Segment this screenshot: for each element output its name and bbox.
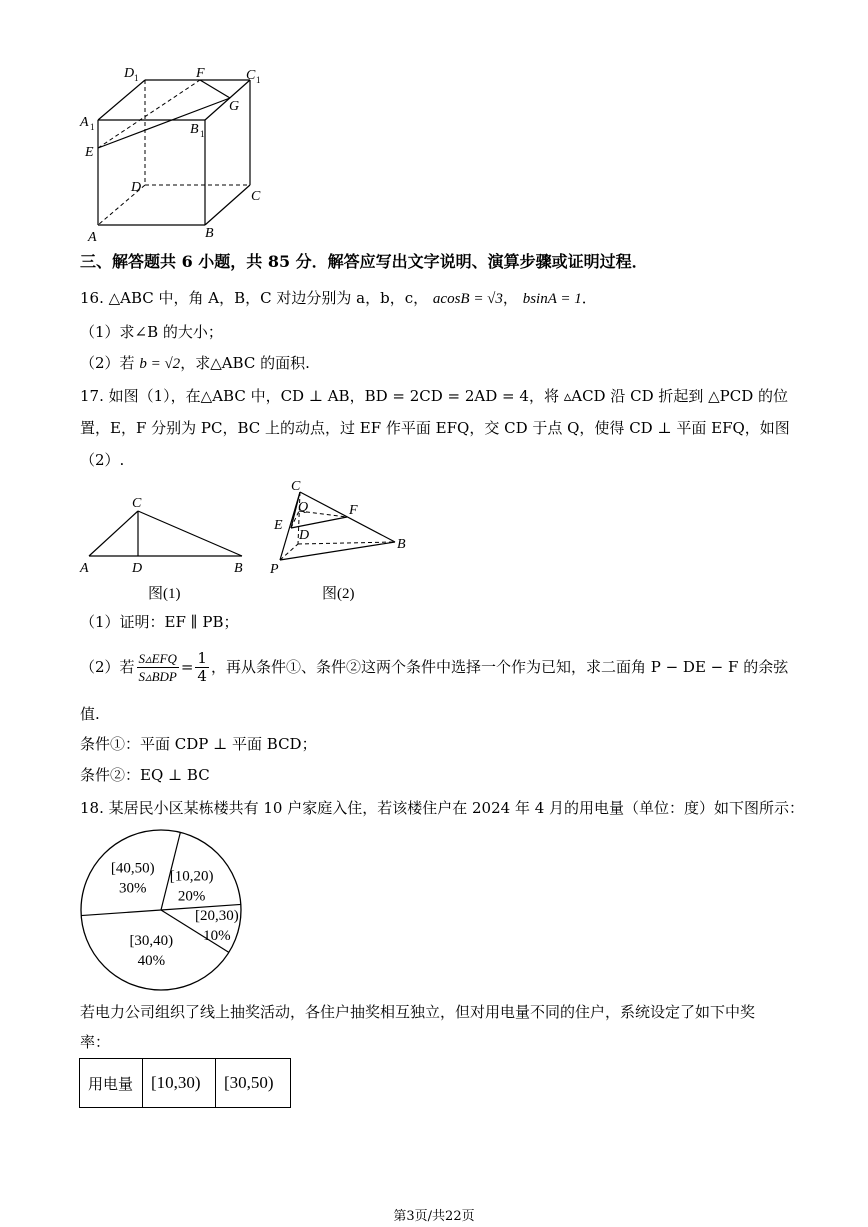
q17-part2-end: 值. bbox=[80, 705, 100, 723]
q17-p2-b: ，再从条件①、条件②这两个条件中选择一个作为已知，求二面角 P − DE − F 的余弦 bbox=[210, 658, 789, 676]
pie-category-label: [40,50) bbox=[110, 860, 155, 877]
q16-eq2: bsinA = 1 bbox=[522, 291, 582, 307]
q17-condition1: 条件①：平面 CDP ⊥ 平面 BCD； bbox=[80, 735, 317, 753]
q17-figure1 bbox=[70, 490, 260, 605]
q16-sep: ， bbox=[502, 289, 518, 307]
q18-line3: 率： bbox=[80, 1033, 111, 1051]
frac-equals: = bbox=[180, 658, 194, 676]
q17-line1: 17. 如图（1），在△ABC 中，CD ⊥ AB，BD = 2CD = 2AD = 4，将 ▵ACD 沿 CD 折起到 △PCD 的位 bbox=[80, 387, 789, 405]
sub-1: 1 bbox=[200, 129, 205, 139]
frac-numerator: S▵EFQ bbox=[138, 650, 177, 666]
sub-1: 1 bbox=[134, 73, 139, 83]
pie-category-label: [30,40) bbox=[129, 932, 174, 949]
label-F: F bbox=[196, 66, 205, 81]
q16-eq1: acosB = √3 bbox=[432, 291, 503, 307]
q17-line3: （2）. bbox=[80, 451, 125, 469]
area-ratio-fraction bbox=[137, 650, 179, 685]
fig2-label-E: E bbox=[274, 518, 283, 533]
q16-p2-a: （2）若 bbox=[80, 354, 135, 372]
fig2-label-Q: Q bbox=[298, 500, 309, 515]
pie-percent-label: 40% bbox=[137, 952, 166, 969]
q16-p2-b: ，求△ABC 的面积. bbox=[180, 354, 310, 372]
q16-part1: （1）求∠B 的大小； bbox=[80, 323, 223, 341]
table-cell-range1: [10,30) bbox=[143, 1059, 216, 1108]
value-denominator: 4 bbox=[197, 666, 207, 685]
label-E: E bbox=[85, 145, 94, 160]
fig1-label-B: B bbox=[234, 561, 243, 576]
pie-slice-boundary bbox=[81, 910, 161, 916]
pie-percent-label: 30% bbox=[118, 880, 147, 897]
label-D1: D bbox=[124, 66, 135, 81]
fig1-caption: 图(1) bbox=[148, 586, 181, 602]
fig2-label-B: B bbox=[397, 537, 406, 552]
label-D: D bbox=[131, 180, 142, 195]
pie-category-label: [10,20) bbox=[169, 868, 214, 885]
sub-1: 1 bbox=[256, 75, 261, 85]
q16-part2 bbox=[80, 353, 310, 374]
page-footer: 第3页/共22页 bbox=[393, 1209, 475, 1224]
section-heading: 三、解答题共 6 小题，共 85 分．解答应写出文字说明、演算步骤或证明过程． bbox=[80, 252, 648, 271]
fig1-label-C: C bbox=[132, 496, 142, 511]
q17-figure2 bbox=[265, 478, 425, 608]
table-cell-range2: [30,50) bbox=[216, 1059, 291, 1108]
ratio-value-fraction bbox=[195, 650, 209, 685]
sub-1: 1 bbox=[90, 122, 95, 132]
label-B1: B bbox=[190, 122, 199, 137]
label-G: G bbox=[229, 99, 240, 114]
label-B: B bbox=[205, 226, 214, 241]
pie-percent-label: 10% bbox=[203, 927, 231, 944]
pie-category-label: [20,30) bbox=[195, 907, 239, 924]
q17-condition2: 条件②：EQ ⊥ BC bbox=[80, 766, 210, 784]
q17-part1: （1）证明：EF ∥ PB； bbox=[80, 613, 239, 631]
pie-chart bbox=[76, 828, 248, 1000]
q17-part2 bbox=[80, 645, 788, 689]
q16-stem bbox=[80, 288, 597, 309]
q16-text: 16. △ABC 中，角 A，B，C 对边分别为 a，b，c， bbox=[80, 289, 429, 307]
pie-percent-label: 20% bbox=[177, 888, 206, 905]
table-header-cell: 用电量 bbox=[80, 1059, 143, 1108]
label-C: C bbox=[251, 189, 261, 204]
q17-p2-a: （2）若 bbox=[80, 658, 135, 676]
fig1-label-D: D bbox=[132, 561, 143, 576]
q17-line2: 置，E，F 分别为 PC，BC 上的动点，过 EF 作平面 EFQ，交 CD 于点 Q，使得 CD ⊥ 平面 EFQ，如图 bbox=[80, 419, 790, 437]
fig2-caption: 图(2) bbox=[322, 586, 355, 602]
value-numerator: 1 bbox=[197, 648, 207, 667]
fig2-label-P: P bbox=[270, 562, 279, 577]
label-C1: C bbox=[246, 68, 256, 83]
fig1-label-A: A bbox=[80, 561, 89, 576]
frac-denominator: S▵BDP bbox=[138, 668, 177, 684]
cube-figure bbox=[70, 60, 280, 245]
fig2-label-F: F bbox=[349, 503, 358, 518]
rate-table bbox=[79, 1058, 291, 1108]
q16-end: ． bbox=[581, 289, 597, 307]
fig2-label-C: C bbox=[291, 479, 301, 494]
label-A1: A bbox=[80, 115, 89, 130]
table-row bbox=[80, 1059, 291, 1108]
label-A: A bbox=[88, 230, 97, 245]
q18-line2: 若电力公司组织了线上抽奖活动，各住户抽奖相互独立，但对用电量不同的住户，系统设定了如下中奖 bbox=[80, 1003, 756, 1021]
q16-p2-eq: b = √2 bbox=[139, 356, 181, 372]
fig2-label-D: D bbox=[299, 528, 310, 543]
q18-line1: 18. 某居民小区某栋楼共有 10 户家庭入住，若该楼住户在 2024 年 4 月的用电量（单位：度）如下图所示： bbox=[80, 799, 805, 817]
